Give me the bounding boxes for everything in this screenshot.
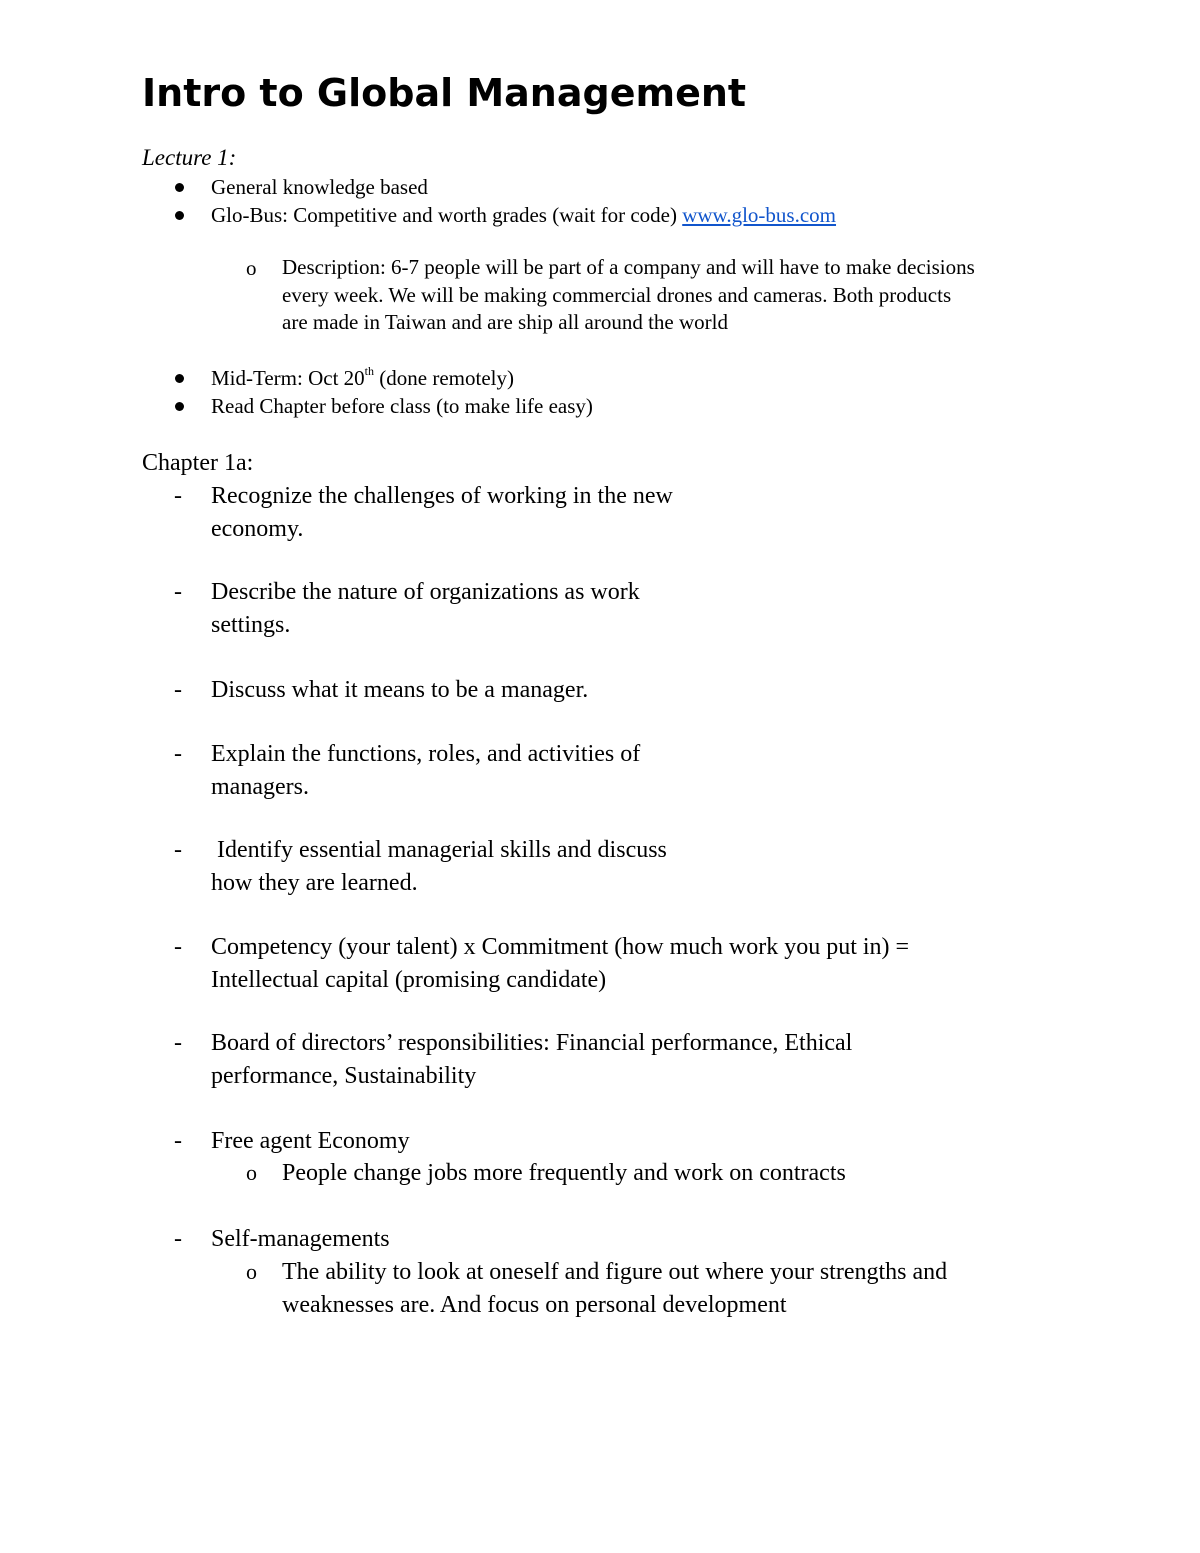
dash-marker: - — [174, 1128, 182, 1154]
description-line: every week. We will be making commercial drones and cameras. Both products — [282, 282, 952, 307]
lecture-bullet-text: General knowledge based — [211, 175, 428, 199]
lecture-bullet-text: Mid-Term: Oct 20th (done remotely) — [211, 364, 514, 390]
bullet-dot-icon — [175, 183, 184, 192]
sub-bullet-circle-icon: o — [246, 1160, 257, 1185]
dash-marker: - — [174, 837, 182, 863]
document-title: Intro to Global Management — [142, 71, 747, 115]
chapter-item-text: Discuss what it means to be a manager. — [211, 677, 589, 703]
description-line: Description: 6-7 people will be part of a company and will have to make decisions — [282, 255, 975, 279]
description-line: are made in Taiwan and are ship all around the world — [282, 310, 728, 334]
chapter-item-text: Self-managements — [211, 1226, 390, 1252]
dash-marker: - — [174, 677, 182, 703]
lecture-bullet-text: Glo-Bus: Competitive and worth grades (wait for code) www.glo-bus.com — [211, 203, 837, 227]
chapter-sub-item-text: The ability to look at oneself and figure out where your strengths and weaknesses are. And focus on personal development — [282, 1259, 948, 1318]
dash-marker: - — [174, 934, 182, 960]
bullet-dot-icon — [175, 402, 184, 411]
chapter-item-text: Board of directors’ responsibilities: Financial performance, Ethical performance, Sustainability — [211, 1030, 853, 1089]
glo-bus-link[interactable]: www.glo-bus.com — [682, 203, 837, 227]
sub-bullet-circle-icon: o — [246, 256, 257, 280]
bullet-dot-icon — [175, 211, 184, 220]
chapter-item-text: Explain the functions, roles, and activities of managers. — [211, 741, 641, 800]
bullet-dot-icon — [175, 374, 184, 383]
sub-bullet-circle-icon: o — [246, 1259, 257, 1284]
chapter-item-text: Describe the nature of organizations as work settings. — [211, 579, 640, 638]
chapter-item-text: Free agent Economy — [211, 1128, 410, 1154]
description-text — [282, 254, 1082, 337]
lecture-bullet-text: Read Chapter before class (to make life easy) — [211, 394, 593, 418]
dash-marker: - — [174, 483, 182, 509]
dash-marker: - — [174, 579, 182, 605]
chapter-heading: Chapter 1a: — [142, 450, 254, 476]
chapter-item-text: Identify essential managerial skills and discuss how they are learned. — [211, 837, 667, 896]
lecture-heading: Lecture 1: — [142, 145, 237, 170]
ordinal-superscript: th — [364, 364, 375, 378]
chapter-item-text: Competency (your talent) x Commitment (how much work you put in) = Intellectual capital (promising candidate) — [211, 934, 910, 993]
dash-marker: - — [174, 1030, 182, 1056]
dash-marker: - — [174, 1226, 182, 1252]
chapter-sub-item-text: People change jobs more frequently and work on contracts — [282, 1160, 846, 1186]
chapter-item-text: Recognize the challenges of working in the new economy. — [211, 483, 673, 542]
dash-marker: - — [174, 741, 182, 767]
